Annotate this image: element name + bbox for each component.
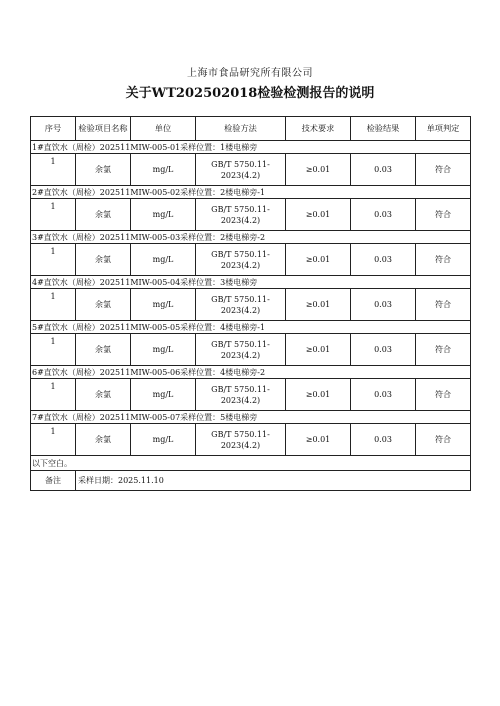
col-header-item: 检验项目名称 — [76, 117, 131, 141]
method-line-2: 2023(4.2) — [220, 170, 261, 180]
table-row — [31, 289, 471, 321]
method-line-2: 2023(4.2) — [220, 260, 261, 270]
cell-method — [196, 199, 286, 231]
remark-value: 采样日期：2025.11.10 — [76, 471, 471, 491]
cell-verdict: 符合 — [416, 379, 471, 411]
sample-group-label: 5#直饮水（周检）202511MIW-005-05采样位置：4楼电梯旁-1 — [31, 321, 471, 334]
cell-method — [196, 379, 286, 411]
cell-item: 余氯 — [76, 379, 131, 411]
sample-group-row — [31, 186, 471, 199]
sample-group-row — [31, 276, 471, 289]
cell-method — [196, 424, 286, 456]
inspection-table-body — [31, 117, 471, 491]
method-line-1: GB/T 5750.11- — [211, 384, 270, 394]
table-header-row — [31, 117, 471, 141]
cell-verdict: 符合 — [416, 289, 471, 321]
cell-requirement: ≥0.01 — [286, 199, 351, 231]
cell-seq: 1 — [31, 334, 76, 366]
method-line-1: GB/T 5750.11- — [211, 249, 270, 259]
cell-requirement: ≥0.01 — [286, 244, 351, 276]
cell-item: 余氯 — [76, 424, 131, 456]
col-header-method: 检验方法 — [196, 117, 286, 141]
cell-verdict: 符合 — [416, 244, 471, 276]
cell-method — [196, 244, 286, 276]
col-header-result: 检验结果 — [351, 117, 416, 141]
cell-unit: mg/L — [131, 199, 196, 231]
method-line-1: GB/T 5750.11- — [211, 294, 270, 304]
cell-result: 0.03 — [351, 244, 416, 276]
cell-item: 余氯 — [76, 244, 131, 276]
table-row — [31, 334, 471, 366]
report-title: 关于WT202502018检验检测报告的说明 — [125, 86, 375, 101]
sample-group-label: 4#直饮水（周检）202511MIW-005-04采样位置：3楼电梯旁 — [31, 276, 471, 289]
col-header-unit: 单位 — [131, 117, 196, 141]
remark-row — [31, 471, 471, 491]
sample-group-label: 1#直饮水（周检）202511MIW-005-01采样位置：1楼电梯旁 — [31, 141, 471, 154]
method-line-1: GB/T 5750.11- — [211, 204, 270, 214]
sample-group-row — [31, 231, 471, 244]
remark-label: 备注 — [31, 471, 76, 491]
cell-result: 0.03 — [351, 199, 416, 231]
table-row — [31, 379, 471, 411]
cell-seq: 1 — [31, 244, 76, 276]
cell-unit: mg/L — [131, 154, 196, 186]
cell-seq: 1 — [31, 379, 76, 411]
cell-seq: 1 — [31, 199, 76, 231]
method-line-1: GB/T 5750.11- — [211, 159, 270, 169]
cell-method — [196, 154, 286, 186]
cell-requirement: ≥0.01 — [286, 379, 351, 411]
sample-group-label: 2#直饮水（周检）202511MIW-005-02采样位置：2楼电梯旁-1 — [31, 186, 471, 199]
method-line-2: 2023(4.2) — [220, 215, 261, 225]
table-row — [31, 154, 471, 186]
cell-verdict: 符合 — [416, 199, 471, 231]
cell-item: 余氯 — [76, 154, 131, 186]
cell-requirement: ≥0.01 — [286, 424, 351, 456]
method-line-2: 2023(4.2) — [220, 350, 261, 360]
organization-name: 上海市食品研究所有限公司 — [187, 68, 313, 79]
cell-item: 余氯 — [76, 199, 131, 231]
sample-group-row — [31, 411, 471, 424]
method-line-1: GB/T 5750.11- — [211, 339, 270, 349]
cell-unit: mg/L — [131, 334, 196, 366]
table-row — [31, 424, 471, 456]
sample-group-label: 3#直饮水（周检）202511MIW-005-03采样位置：2楼电梯旁-2 — [31, 231, 471, 244]
blank-note: 以下空白。 — [31, 456, 471, 471]
col-header-requirement: 技术要求 — [286, 117, 351, 141]
cell-verdict: 符合 — [416, 424, 471, 456]
method-line-2: 2023(4.2) — [220, 395, 261, 405]
cell-method — [196, 334, 286, 366]
sample-group-label: 7#直饮水（周检）202511MIW-005-07采样位置：5楼电梯旁 — [31, 411, 471, 424]
cell-requirement: ≥0.01 — [286, 154, 351, 186]
sample-group-label: 6#直饮水（周检）202511MIW-005-06采样位置：4楼电梯旁-2 — [31, 366, 471, 379]
cell-unit: mg/L — [131, 379, 196, 411]
cell-result: 0.03 — [351, 334, 416, 366]
method-line-2: 2023(4.2) — [220, 305, 261, 315]
cell-seq: 1 — [31, 424, 76, 456]
cell-result: 0.03 — [351, 289, 416, 321]
sample-group-row — [31, 141, 471, 154]
inspection-table — [30, 116, 471, 491]
sample-group-row — [31, 321, 471, 334]
cell-requirement: ≥0.01 — [286, 334, 351, 366]
blank-note-row — [31, 456, 471, 471]
cell-item: 余氯 — [76, 289, 131, 321]
cell-seq: 1 — [31, 289, 76, 321]
cell-requirement: ≥0.01 — [286, 289, 351, 321]
cell-verdict: 符合 — [416, 334, 471, 366]
cell-result: 0.03 — [351, 154, 416, 186]
method-line-1: GB/T 5750.11- — [211, 429, 270, 439]
cell-verdict: 符合 — [416, 154, 471, 186]
cell-unit: mg/L — [131, 289, 196, 321]
cell-method — [196, 289, 286, 321]
method-line-2: 2023(4.2) — [220, 440, 261, 450]
cell-seq: 1 — [31, 154, 76, 186]
table-row — [31, 244, 471, 276]
sample-group-row — [31, 366, 471, 379]
cell-item: 余氯 — [76, 334, 131, 366]
col-header-seq: 序号 — [31, 117, 76, 141]
col-header-verdict: 单项判定 — [416, 117, 471, 141]
cell-unit: mg/L — [131, 244, 196, 276]
cell-unit: mg/L — [131, 424, 196, 456]
cell-result: 0.03 — [351, 424, 416, 456]
table-row — [31, 199, 471, 231]
cell-result: 0.03 — [351, 379, 416, 411]
